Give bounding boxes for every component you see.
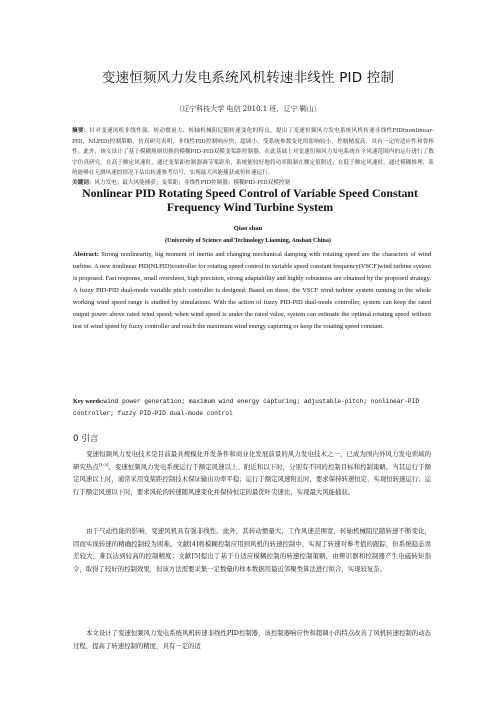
chinese-affiliation: （辽宁科技大学 电信 2010.1 班，辽宁 鞍山） bbox=[175, 105, 321, 113]
chinese-keywords bbox=[72, 178, 434, 186]
english-abstract bbox=[73, 249, 431, 333]
chinese-abstract bbox=[72, 126, 434, 179]
intro-paragraph-3 bbox=[73, 627, 431, 652]
citation-ref: [1-3] bbox=[98, 461, 109, 467]
english-abstract-text: Strong nonlinearity, big moment of inertia and changing mechanical damping with rotating speed are the characters of wind turbine. A new nonlinear PID(NLPID)controller for rotating speed control in variable speed constant frequency(VSCF)wind turbine system is proposed. Fast response, small overshoot, high precision, strong adaptability and highly robustness are obtained by the proposed strategy. A fuzzy PID-PID dual-mode variable pitch controller is designed. Based on these, the VSCF wind turbine system running in the whole working wind speed range is studied by simulations. With the action of fuzzy PID-PID dual-mode controller, system can keep the rated output power above rated wind speed; when wind speed is under the rated value, system can estimate the optimal rotating speed without test of wind speed by fuzzy controller and reach the maximum wind energy capturing or keep the rotating speed constant. bbox=[73, 251, 431, 330]
english-title-line1: Nonlinear PID Rotating Speed Control of Variable Speed Constant bbox=[82, 186, 418, 200]
chinese-abstract-label: 摘要： bbox=[72, 128, 90, 134]
english-author: Qiao shan bbox=[233, 225, 263, 232]
english-title-line2: Frequency Wind Turbine System bbox=[166, 199, 334, 214]
chinese-title: 变速恒频风力发电系统风机转速非线性 PID 控制 bbox=[101, 70, 395, 86]
intro-paragraph-1-text-a: 变速恒频风力发电技术是目前最具规模化开发条件和商业化发展前景的风力发电技术之一，已成为国内外风力发电领域的研究热点 bbox=[73, 450, 431, 471]
english-abstract-label: Abstract: bbox=[73, 251, 99, 258]
english-keywords-text: wind power generation; maximum wind energy capturing; adjustable-pitch; nonlinear-PID controller; fuzzy PID-PID dual-mode control bbox=[73, 398, 420, 418]
english-affiliation: (University of Science and Technology Liaoning, Anshan China) bbox=[165, 238, 331, 244]
chinese-keywords-text: 风力发电；最大风能捕获；变桨距；非线性PID控制器；模糊PID-PID双模控制 bbox=[94, 180, 290, 186]
intro-paragraph-2 bbox=[73, 525, 431, 575]
intro-paragraph-1-text-b: 。变速恒频风力发电系统运行于额定风速以上、附近和以下时，分别有不同的控制目标和控制策略。当其运行于额定风速以上时，通常采用变桨距控制技术保证输出功率平稳；运行于额定风速附近时，要求保持转速恒定，实现恒转速运行；运行于额定风速以下时，要求风轮的转速随风速变化并保持恒定的最优叶尖速比，实现最大风能捕获。 bbox=[73, 462, 432, 496]
section-heading-introduction: 0 引言 bbox=[73, 434, 99, 444]
intro-paragraph-1 bbox=[73, 448, 431, 498]
chinese-abstract-text: 针对变速风机非线性强、转动惯量大、转轴机械阻尼随转速变化的特点，提出了变速恒频风力发电系统风机转速非线性PID(nonlinear-PID，NLPID)控制策略，仿真研究表明，非线性PID控制响应快，超调小，受系统参数变化的影响较小，控制精度高，具有一定的适应性和鲁棒性。此外，该文设计了基于模糊规则切换的模糊PID-PID双模变桨距控制器，在此基础上对变速恒频风力发电系统在全风速范围内的运行进行了数字仿真研究。在高于额定风速时，通过变桨距控制器调节桨距角，系统能较好地将功率限制在额定值附近；在低于额定风速时，通过模糊推理，系统能够在无测风速的情况下估出转速参考信号，实现最大风能捕获或恒转速运行。 bbox=[72, 128, 434, 177]
english-keywords bbox=[73, 396, 431, 421]
intro-paragraph-3-text: 本文设计了变速恒频风力发电系统风机转速非线性PID控制器，该控制器响应快和超调小的特点改善了风机转速控制的动态过程，提高了转速控制的精度，具有一定的适 bbox=[73, 629, 431, 650]
english-title bbox=[40, 187, 460, 214]
chinese-keywords-label: 关键词： bbox=[72, 180, 95, 186]
english-keywords-label: Key words: bbox=[73, 398, 104, 405]
intro-paragraph-2-text: 由于气动性能的影响，变速风机具有强非线性。此外，其转动惯量大，工作风速范围宽，转轴机械阻尼随转速不断变化，因而实现转速的精确控制较为困难。文献[4]将模糊控制应用到风机的转速控制中，实现了转速对参考值的跟踪，但系统稳态误差较大，难以达到较高的控制精度；文献[5]提出了基于自适应模糊控制的转速控制策略，由辨识器和控制器产生电磁转矩指令，取得了较好的控制效果，但该方法需要采集一定数量的样本数据用最近邻聚类算法进行拟合，实现较复杂。 bbox=[73, 527, 431, 573]
